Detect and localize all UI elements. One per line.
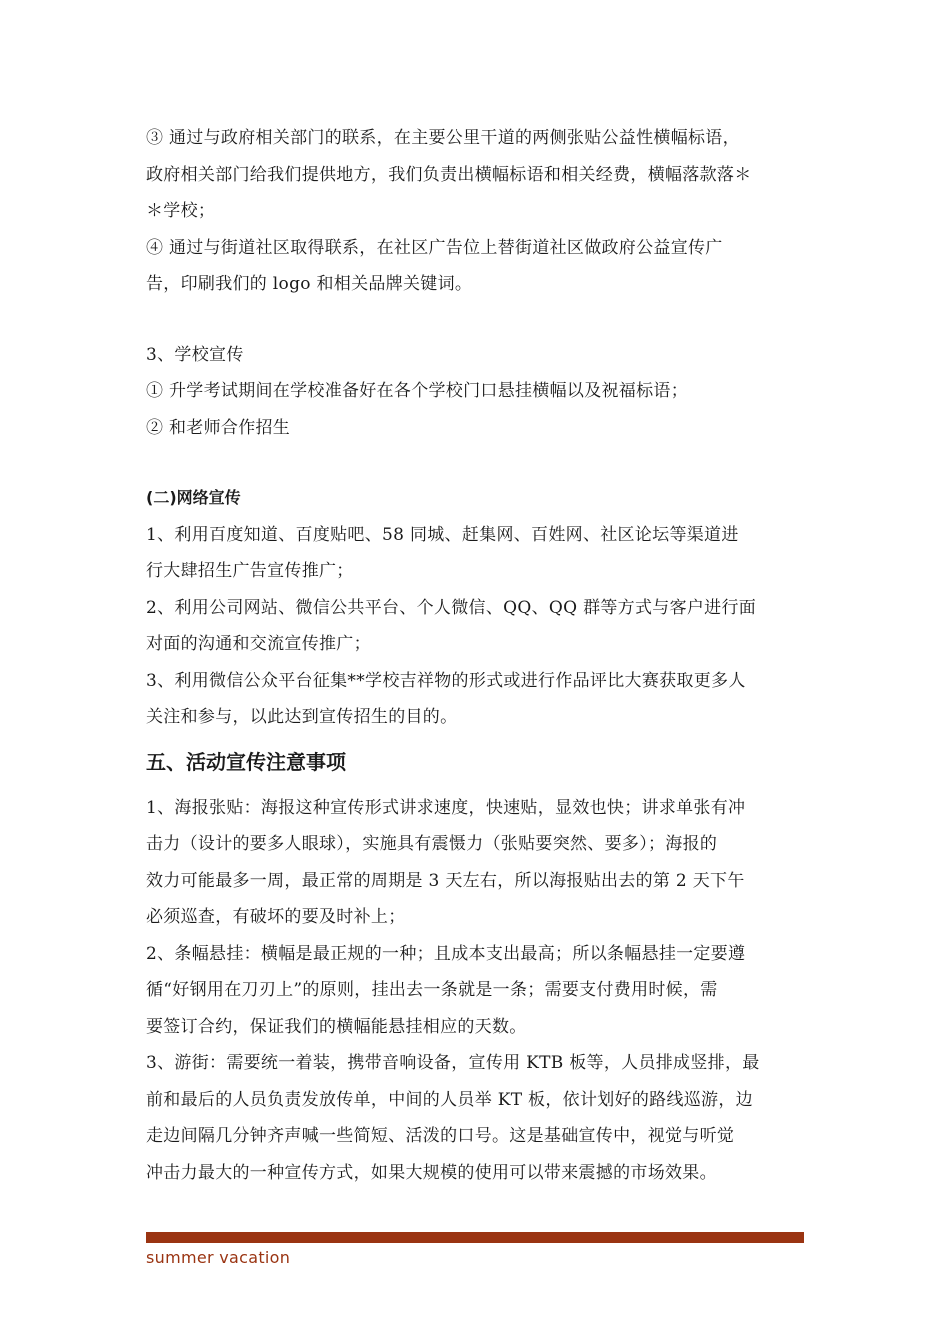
paragraph-line: 3、利用微信公众平台征集**学校吉祥物的形式或进行作品评比大赛获取更多人 xyxy=(146,670,746,691)
paragraph-line: ② 和老师合作招生 xyxy=(146,417,291,438)
paragraph-line: 2、利用公司网站、微信公共平台、个人微信、QQ、QQ 群等方式与客户进行面 xyxy=(146,597,757,618)
paragraph-line: ① 升学考试期间在学校准备好在各个学校门口悬挂横幅以及祝福标语； xyxy=(146,381,689,401)
paragraph-line: 政府相关部门给我们提供地方，我们负责出横幅标语和相关经费，横幅落款落＊ xyxy=(146,164,752,185)
document-body xyxy=(146,120,810,1191)
outdoor-promotion-block xyxy=(146,120,810,303)
paragraph-line: ③ 通过与政府相关部门的联系，在主要公里干道的两侧张贴公益性横幅标语， xyxy=(146,128,740,148)
footer-rule xyxy=(146,1232,804,1243)
network-promotion-block xyxy=(146,480,810,736)
network-promotion-heading: (二)网络宣传 xyxy=(146,488,241,507)
paragraph-line: 必须巡查，有破坏的要及时补上； xyxy=(146,907,406,927)
paragraph-line: 告，印刷我们的 logo 和相关品牌关键词。 xyxy=(146,274,473,294)
paragraph-line: 1、海报张贴：海报这种宣传形式讲求速度，快速贴，显效也快；讲求单张有冲 xyxy=(146,797,746,818)
paragraph-line: 1、利用百度知道、百度贴吧、58 同城、赶集网、百姓网、社区论坛等渠道进 xyxy=(146,524,739,545)
paragraph-line: 关注和参与，以此达到宣传招生的目的。 xyxy=(146,707,458,727)
paragraph-line: 击力（设计的要多人眼球），实施具有震慑力（张贴要突然、要多）；海报的 xyxy=(146,834,718,854)
paragraph-line: 2、条幅悬挂：横幅是最正规的一种；且成本支出最高；所以条幅悬挂一定要遵 xyxy=(146,943,746,964)
paragraph-line: 循“好钢用在刀刃上”的原则，挂出去一条就是一条；需要支付费用时候，需 xyxy=(146,980,718,1000)
footer-text: summer vacation xyxy=(146,1248,291,1267)
paragraph-line: 要签订合约，保证我们的横幅能悬挂相应的天数。 xyxy=(146,1016,527,1037)
school-promotion-block xyxy=(146,337,810,447)
paragraph-line: 前和最后的人员负责发放传单，中间的人员举 KT 板，依计划好的路线巡游，边 xyxy=(146,1089,753,1110)
section-title: 五、活动宣传注意事项 xyxy=(146,749,346,774)
paragraph-line: ＊学校； xyxy=(146,201,216,221)
paragraph-line: 对面的沟通和交流宣传推广； xyxy=(146,634,371,654)
paragraph-line: 走边间隔几分钟齐声喊一些简短、活泼的口号。这是基础宣传中，视觉与听觉 xyxy=(146,1126,735,1146)
paragraph-line: ④ 通过与街道社区取得联系，在社区广告位上替街道社区做政府公益宣传广 xyxy=(146,237,723,258)
section-five xyxy=(146,740,810,1192)
school-promotion-heading: 3、学校宣传 xyxy=(146,344,244,365)
paragraph-line: 冲击力最大的一种宣传方式，如果大规模的使用可以带来震撼的市场效果。 xyxy=(146,1162,717,1183)
paragraph-line: 3、游街：需要统一着装，携带音响设备，宣传用 KTB 板等，人员排成竖排，最 xyxy=(146,1053,760,1073)
paragraph-line: 行大肆招生广告宣传推广； xyxy=(146,561,354,581)
paragraph-line: 效力可能最多一周，最正常的周期是 3 天左右，所以海报贴出去的第 2 天下午 xyxy=(146,870,745,891)
